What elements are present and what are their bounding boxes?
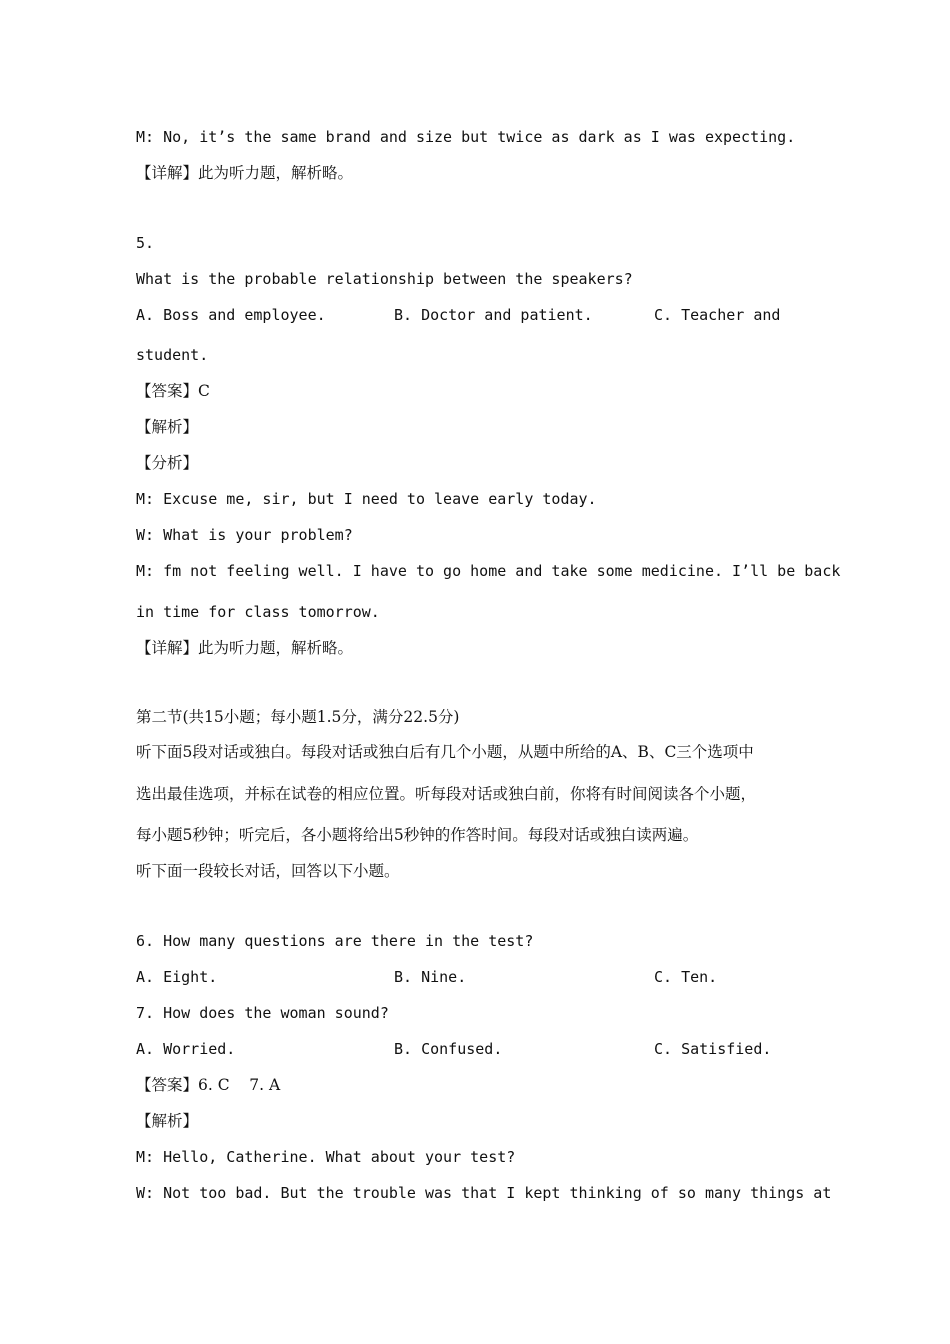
dialogue-line: W: What is your problem? — [136, 526, 353, 544]
dialogue-line: M: Hello, Catherine. What about your test? — [136, 1148, 516, 1166]
answer-line: 【答案】6. C 7. A — [136, 1076, 281, 1094]
option-c: C. Satisfied. — [654, 1040, 772, 1058]
instruction-line: 选出最佳选项，并标在试卷的相应位置。听每段对话或独白前，你将有时间阅读各个小题， — [136, 785, 757, 803]
option-a: A. Worried. — [136, 1040, 236, 1058]
option-c: C. Ten. — [654, 968, 718, 986]
dialogue-line: M: No, it’s the same brand and size but twice as dark as I was expecting. — [136, 128, 796, 146]
analysis-heading: 【解析】 — [136, 1112, 199, 1130]
question-text: 7. How does the woman sound? — [136, 1004, 389, 1022]
question-text: 6. How many questions are there in the test? — [136, 932, 534, 950]
dialogue-line: W: Not too bad. But the trouble was that I kept thinking of so many things at — [136, 1184, 832, 1202]
instruction-line: 每小题5秒钟；听完后，各小题将给出5秒钟的作答时间。每段对话或独白读两遍。 — [136, 826, 699, 844]
dialogue-line: in time for class tomorrow. — [136, 603, 380, 621]
analysis-heading: 【解析】 — [136, 418, 199, 436]
option-a: A. Boss and employee. — [136, 306, 326, 324]
section-title: 第二节(共15小题；每小题1.5分，满分22.5分) — [136, 708, 460, 726]
instruction-line: 听下面一段较长对话，回答以下小题。 — [136, 862, 400, 880]
explanation-line: 【详解】此为听力题，解析略。 — [136, 164, 354, 182]
option-b: B. Confused. — [394, 1040, 503, 1058]
explanation-line: 【详解】此为听力题，解析略。 — [136, 639, 354, 657]
option-b: B. Doctor and patient. — [394, 306, 593, 324]
option-c-continued: student. — [136, 346, 209, 364]
analysis-subheading: 【分析】 — [136, 454, 199, 472]
answer-line: 【答案】C — [136, 382, 210, 400]
option-b: B. Nine. — [394, 968, 467, 986]
option-a: A. Eight. — [136, 968, 218, 986]
instruction-line: 听下面5段对话或独白。每段对话或独白后有几个小题，从题中所给的A、B、C三个选项中 — [136, 743, 754, 761]
option-c: C. Teacher and — [654, 306, 781, 324]
question-text: What is the probable relationship between the speakers? — [136, 270, 633, 288]
question-number: 5. — [136, 234, 155, 252]
dialogue-line: M: fm not feeling well. I have to go home and take some medicine. I’ll be back — [136, 562, 841, 580]
dialogue-line: M: Excuse me, sir, but I need to leave early today. — [136, 490, 597, 508]
